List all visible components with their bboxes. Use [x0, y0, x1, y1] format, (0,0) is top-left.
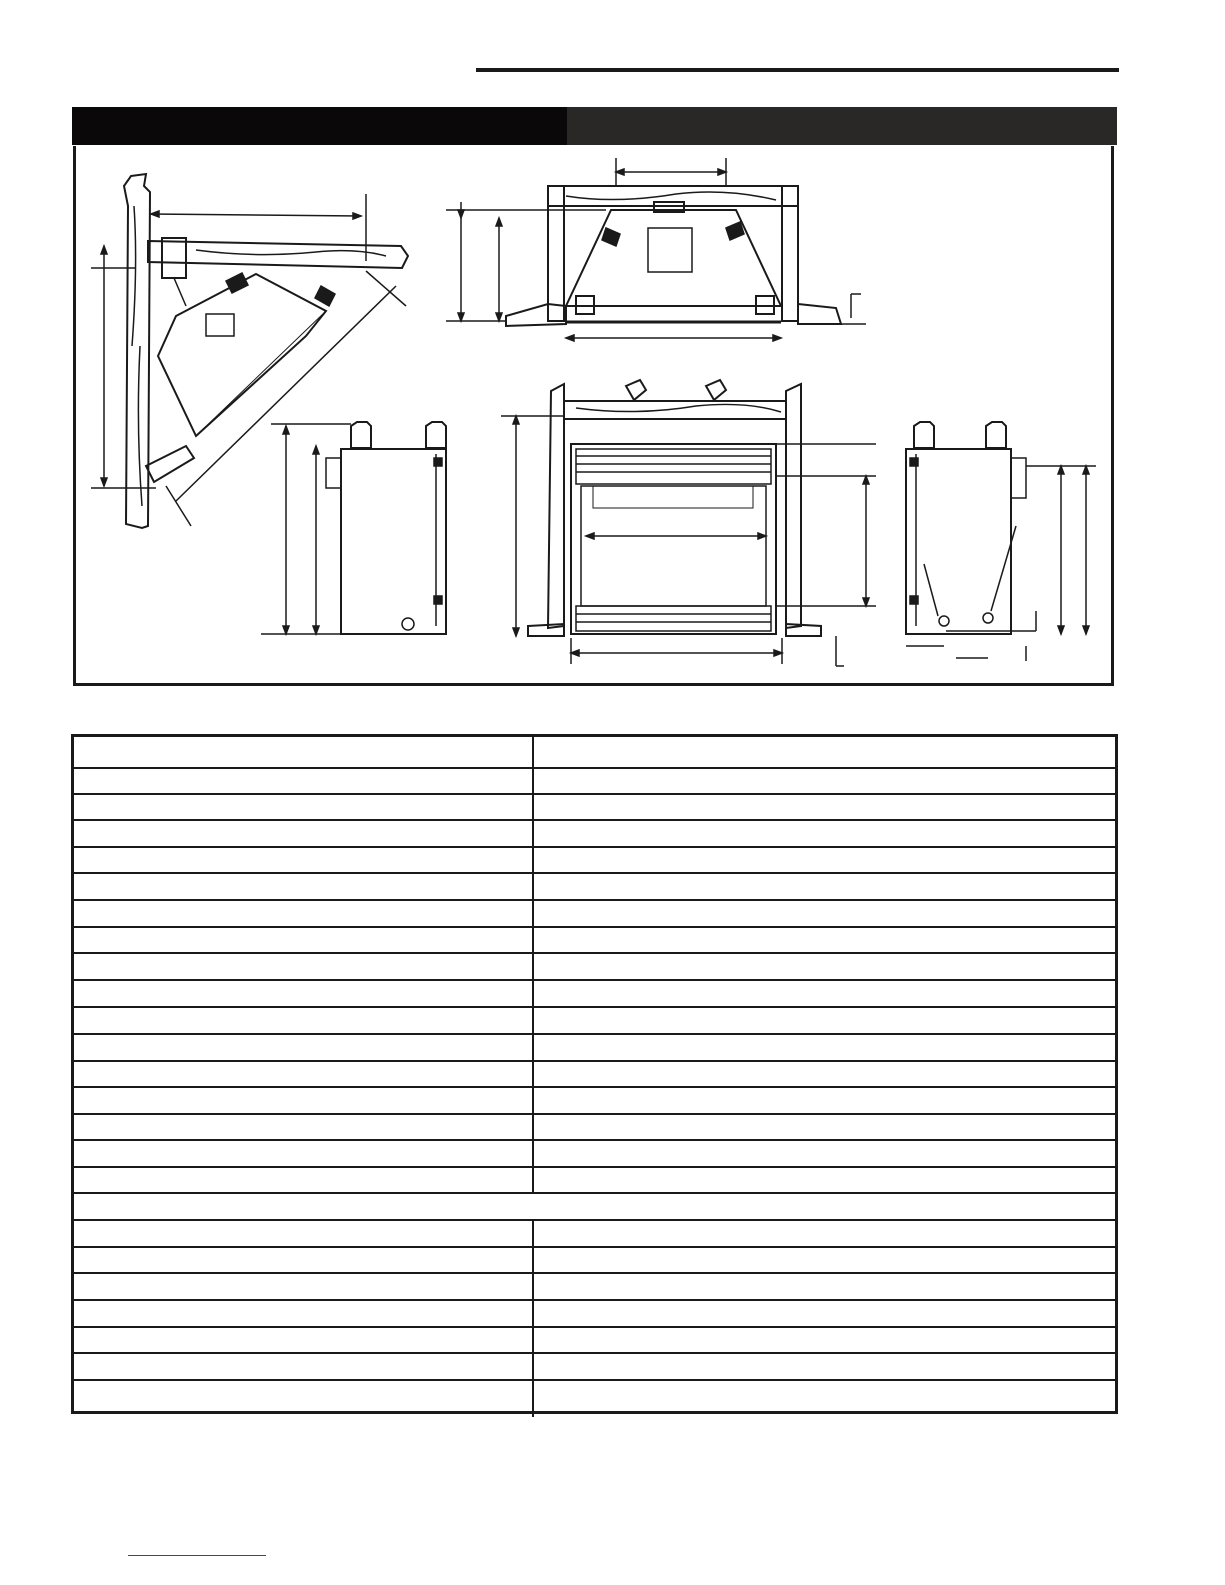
table-row	[74, 1272, 1115, 1274]
top-view	[446, 158, 866, 341]
table-row	[74, 1352, 1115, 1354]
table-row	[74, 926, 1115, 928]
table-row	[74, 872, 1115, 874]
table-row	[74, 1006, 1115, 1008]
table-row	[74, 1219, 1115, 1221]
table-row	[74, 1033, 1115, 1035]
table-row	[74, 952, 1115, 954]
table-row	[74, 793, 1115, 795]
side-view-right	[906, 422, 1096, 661]
table-row	[74, 979, 1115, 981]
column-divider-bottom	[532, 1219, 534, 1417]
table-row	[74, 1326, 1115, 1328]
dimension-drawings	[73, 146, 1114, 686]
table-row	[74, 767, 1115, 769]
table-row	[74, 1060, 1115, 1062]
footer-link-underline[interactable]	[128, 1555, 266, 1556]
section-banner	[72, 107, 1117, 145]
table-row	[74, 1139, 1115, 1141]
side-view-left	[261, 422, 446, 634]
banner-title-left	[72, 107, 567, 145]
column-divider-top	[532, 737, 534, 1192]
table-row	[74, 1379, 1115, 1381]
technical-drawing	[76, 146, 1117, 686]
header-rule	[476, 68, 1119, 72]
table-row	[74, 1192, 1115, 1194]
table-row	[74, 846, 1115, 848]
corner-install-plan	[91, 174, 408, 528]
table-row	[74, 1166, 1115, 1168]
table-row	[74, 899, 1115, 901]
banner-title-right	[567, 107, 1117, 145]
table-row	[74, 819, 1115, 821]
front-view	[501, 380, 876, 666]
table-row	[74, 1246, 1115, 1248]
table-row	[74, 1113, 1115, 1115]
table-row	[74, 1299, 1115, 1301]
table-row	[74, 1086, 1115, 1088]
specifications-table	[71, 734, 1118, 1414]
